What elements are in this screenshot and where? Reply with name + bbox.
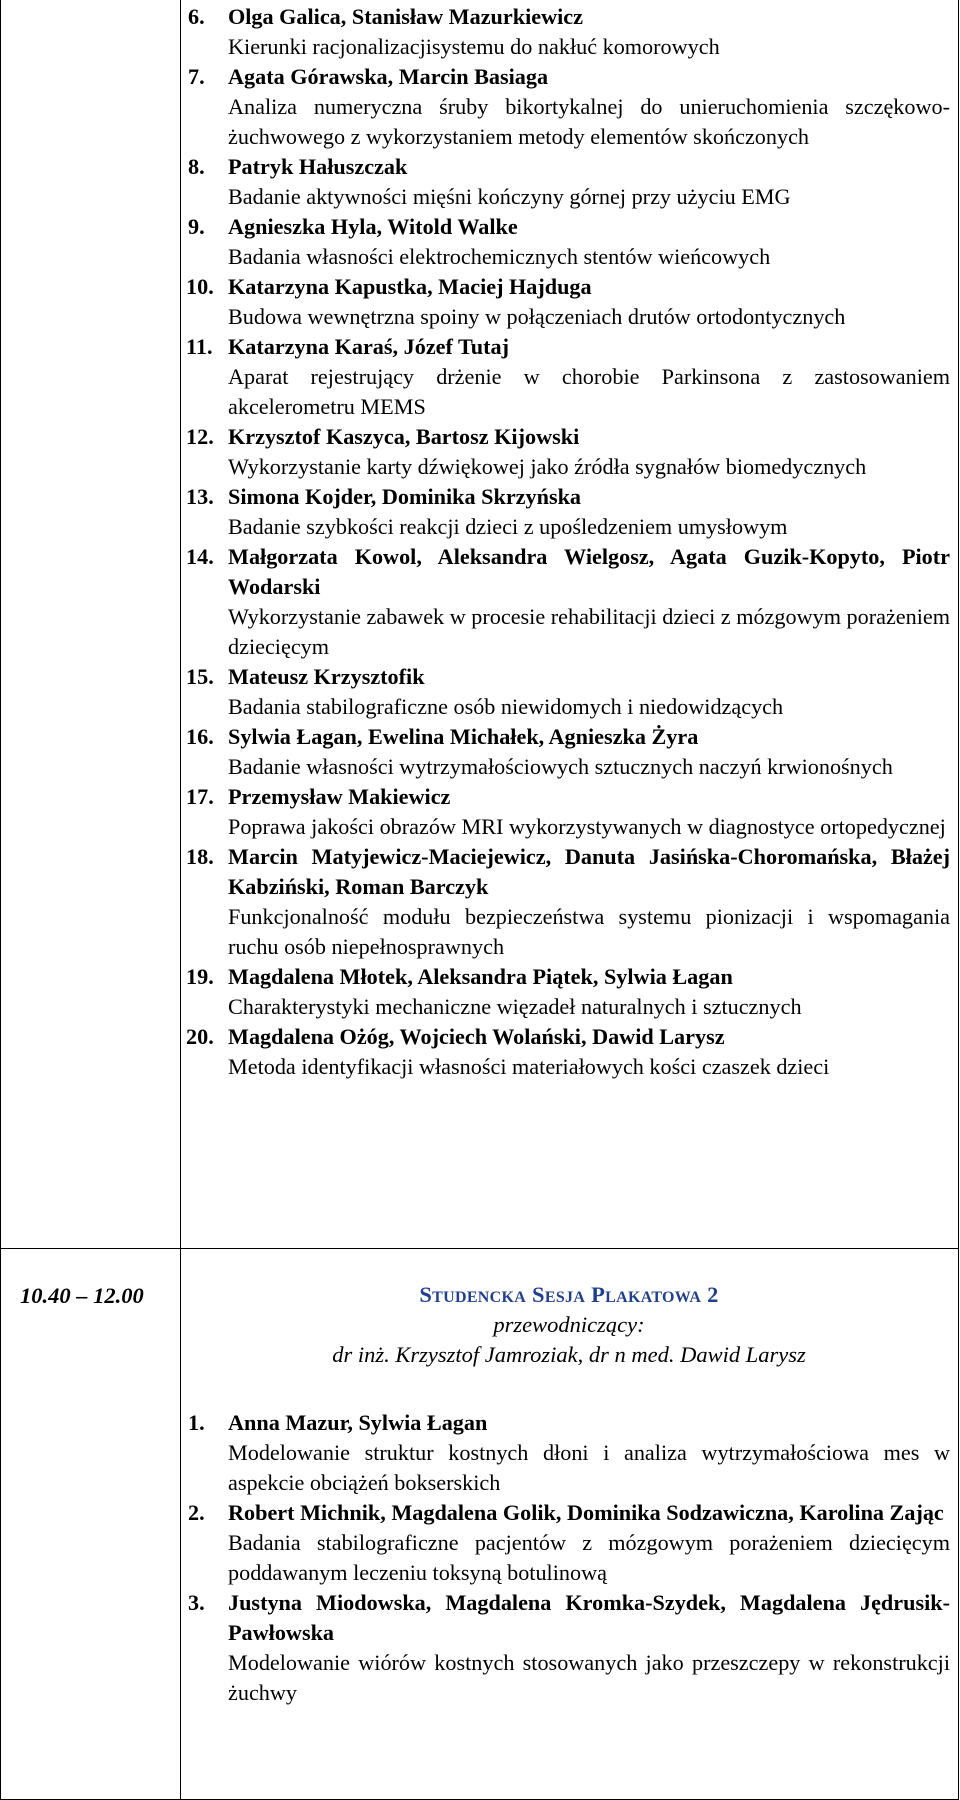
item-title: Metoda identyfikacji własności materiałowych kości czaszek dzieci	[228, 1054, 830, 1079]
item-title: Wykorzystanie karty dźwiękowej jako źródła sygnałów biomedycznych	[228, 454, 867, 479]
list-item	[188, 62, 950, 152]
item-authors: Magdalena Ożóg, Wojciech Wolański, Dawid Larysz	[228, 1024, 725, 1049]
item-authors: Mateusz Krzysztofik	[228, 664, 425, 689]
list-item	[188, 422, 950, 482]
list-item	[188, 212, 950, 272]
item-title: Kierunki racjonalizacjisystemu do nakłuć komorowych	[228, 34, 720, 59]
item-number: 18.	[186, 844, 214, 869]
table-row-divider	[0, 1248, 959, 1249]
list-item	[188, 1022, 950, 1082]
item-authors: Anna Mazur, Sylwia Łagan	[228, 1410, 488, 1435]
item-number: 19.	[186, 964, 214, 989]
item-title: Badania stabilograficzne osób niewidomych i niedowidzących	[228, 694, 784, 719]
item-authors: Agnieszka Hyla, Witold Walke	[228, 214, 518, 239]
item-title: Wykorzystanie zabawek w procesie rehabilitacji dzieci z mózgowym porażeniem dziecięcym	[228, 604, 950, 659]
item-authors: Olga Galica, Stanisław Mazurkiewicz	[228, 4, 583, 29]
item-number: 7.	[188, 64, 205, 89]
presentation-list-session-2	[188, 1408, 950, 1708]
item-number: 13.	[186, 484, 214, 509]
list-item	[188, 482, 950, 542]
table-border-right	[958, 0, 959, 1800]
item-authors: Małgorzata Kowol, Aleksandra Wielgosz, Agata Guzik-Kopyto, Piotr Wodarski	[228, 544, 950, 599]
item-number: 1.	[188, 1410, 205, 1435]
item-authors: Magdalena Młotek, Aleksandra Piątek, Sylwia Łagan	[228, 964, 733, 989]
item-title: Badanie aktywności mięśni kończyny górnej przy użyciu EMG	[228, 184, 791, 209]
item-number: 6.	[188, 4, 205, 29]
session-time: 10.40 – 12.00	[20, 1283, 144, 1308]
table-border-left	[0, 0, 1, 1800]
item-authors: Sylwia Łagan, Ewelina Michałek, Agnieszka Żyra	[228, 724, 699, 749]
list-item	[188, 2, 950, 62]
list-item	[188, 782, 950, 842]
item-title: Badania własności elektrochemicznych stentów wieńcowych	[228, 244, 771, 269]
list-item	[188, 1408, 950, 1498]
list-item	[188, 962, 950, 1022]
list-item	[188, 662, 950, 722]
item-number: 17.	[186, 784, 214, 809]
item-authors: Justyna Miodowska, Magdalena Kromka-Szydek, Magdalena Jędrusik-Pawłowska	[228, 1590, 950, 1645]
item-number: 15.	[186, 664, 214, 689]
item-title: Poprawa jakości obrazów MRI wykorzystywanych w diagnostyce ortopedycznej	[228, 814, 946, 839]
item-number: 3.	[188, 1590, 205, 1615]
item-authors: Katarzyna Kapustka, Maciej Hajduga	[228, 274, 592, 299]
table-column-divider	[180, 0, 181, 1800]
list-item	[188, 332, 950, 422]
list-item	[188, 722, 950, 782]
item-title: Badanie szybkości reakcji dzieci z upośledzeniem umysłowym	[228, 514, 788, 539]
presentation-list-session-1	[188, 2, 950, 1082]
list-item	[188, 152, 950, 212]
item-title: Badania stabilograficzne pacjentów z mózgowym porażeniem dziecięcym poddawanym leczeniu toksyną botulinową	[228, 1530, 950, 1585]
list-item	[188, 542, 950, 662]
item-title: Aparat rejestrujący drżenie w chorobie Parkinsona z zastosowaniem akcelerometru MEMS	[228, 364, 950, 419]
list-item	[188, 272, 950, 332]
list-item	[188, 842, 950, 962]
item-title: Modelowanie wiórów kostnych stosowanych jako przeszczepy w rekonstrukcji żuchwy	[228, 1650, 950, 1705]
item-number: 8.	[188, 154, 205, 179]
session-chairs: dr inż. Krzysztof Jamroziak, dr n med. Dawid Larysz	[332, 1342, 806, 1367]
item-title: Analiza numeryczna śruby bikortykalnej do unieruchomienia szczękowo-żuchwowego z wykorzystaniem metody elementów skończonych	[228, 94, 950, 149]
item-title: Funkcjonalność modułu bezpieczeństwa systemu pionizacji i wspomagania ruchu osób niepełnosprawnych	[228, 904, 950, 959]
item-authors: Katarzyna Karaś, Józef Tutaj	[228, 334, 510, 359]
item-number: 12.	[186, 424, 214, 449]
item-authors: Robert Michnik, Magdalena Golik, Dominika Sodzawiczna, Karolina Zając	[228, 1500, 944, 1525]
item-number: 2.	[188, 1500, 205, 1525]
session-chair-label: przewodniczący:	[493, 1312, 645, 1337]
session-title: Studencka Sesja Plakatowa 2	[419, 1282, 719, 1307]
item-authors: Krzysztof Kaszyca, Bartosz Kijowski	[228, 424, 580, 449]
item-number: 20.	[186, 1024, 214, 1049]
item-number: 11.	[186, 334, 213, 359]
item-authors: Agata Górawska, Marcin Basiaga	[228, 64, 549, 89]
item-title: Charakterystyki mechaniczne więzadeł naturalnych i sztucznych	[228, 994, 802, 1019]
session-header	[188, 1280, 950, 1370]
item-authors: Patryk Hałuszczak	[228, 154, 408, 179]
item-title: Badanie własności wytrzymałościowych sztucznych naczyń krwionośnych	[228, 754, 893, 779]
item-authors: Simona Kojder, Dominika Skrzyńska	[228, 484, 582, 509]
list-item	[188, 1588, 950, 1708]
item-number: 10.	[186, 274, 214, 299]
list-item	[188, 1498, 950, 1588]
item-title: Budowa wewnętrzna spoiny w połączeniach drutów ortodontycznych	[228, 304, 846, 329]
item-authors: Przemysław Makiewicz	[228, 784, 451, 809]
item-number: 16.	[186, 724, 214, 749]
item-number: 9.	[188, 214, 205, 239]
item-title: Modelowanie struktur kostnych dłoni i analiza wytrzymałościowa mes w aspekcie obciążeń bokserskich	[228, 1440, 950, 1495]
item-authors: Marcin Matyjewicz-Maciejewicz, Danuta Jasińska-Choromańska, Błażej Kabziński, Roman Barczyk	[228, 844, 950, 899]
item-number: 14.	[186, 544, 214, 569]
